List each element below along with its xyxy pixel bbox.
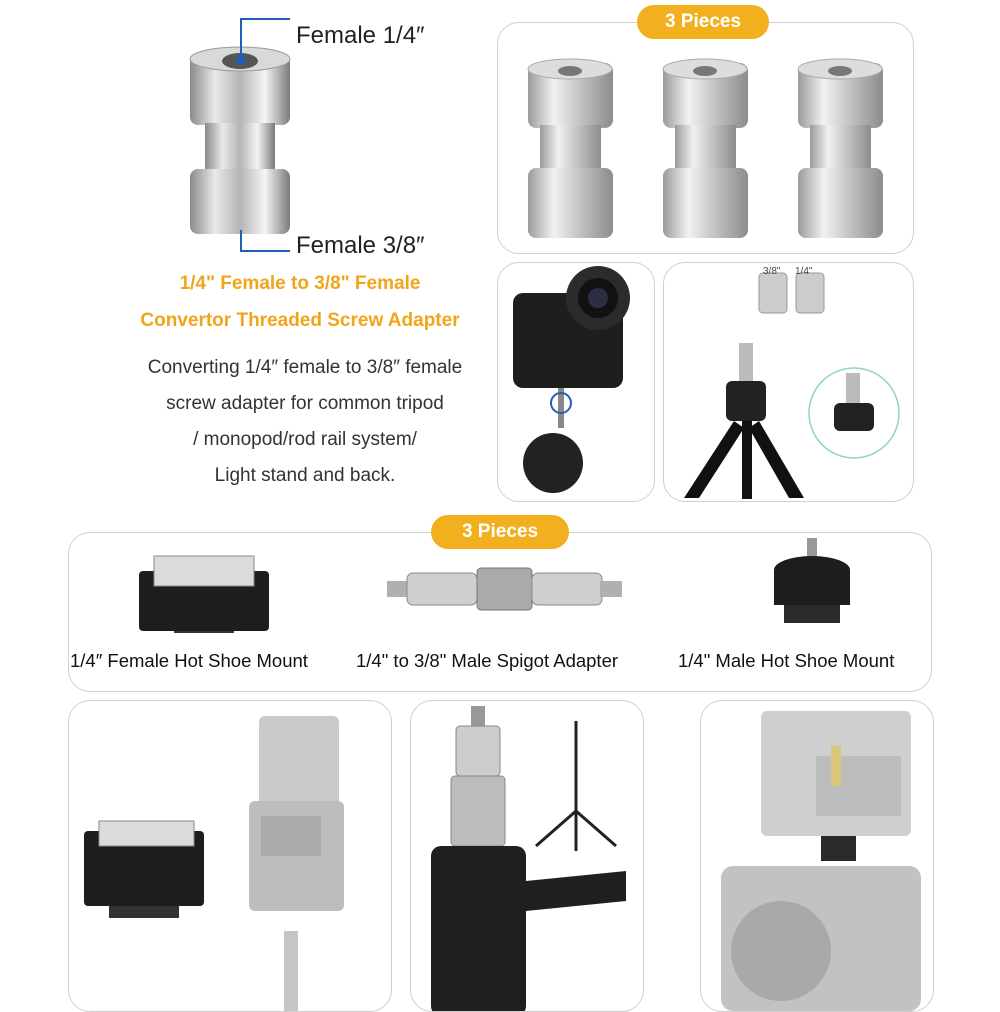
- label-female-three-eighths: Female 3/8″: [296, 232, 425, 259]
- label-female-quarter: Female 1/4″: [296, 22, 425, 49]
- hero-title-line1: 1/4" Female to 3/8" Female: [179, 273, 421, 294]
- inset-label-quarter: 1/4": [795, 266, 813, 277]
- desc-line-1: Converting 1/4″ female to 3/8″ female: [147, 357, 463, 378]
- leader-line-top: [240, 18, 242, 58]
- hero-title-line2: Convertor Threaded Screw Adapter: [140, 310, 460, 331]
- caption-female-hot-shoe: 1/4″ Female Hot Shoe Mount: [70, 650, 308, 671]
- caption-male-hot-shoe: 1/4" Male Hot Shoe Mount: [678, 650, 895, 671]
- caption-spigot-adapter: 1/4" to 3/8" Male Spigot Adapter: [356, 650, 619, 671]
- hero-adapter-image: [180, 45, 300, 245]
- desc-line-3: / monopod/rod rail system/: [193, 429, 417, 450]
- leader-line-bottom: [240, 230, 242, 250]
- desc-line-4: Light stand and back.: [214, 465, 396, 486]
- camera-mount-photo: [497, 262, 655, 502]
- hero-description: [95, 350, 515, 494]
- leader-line-bottom-h: [240, 250, 290, 252]
- flash-hot-shoe-photo: [68, 700, 392, 1012]
- leader-dot: [236, 55, 246, 65]
- tripod-adapter-photo: [663, 262, 914, 502]
- badge-three-pieces-middle: 3 Pieces: [431, 515, 569, 549]
- three-adapters-panel: [497, 22, 914, 254]
- desc-line-2: screw adapter for common tripod: [166, 393, 444, 414]
- light-stand-spigot-photo: [410, 700, 644, 1012]
- badge-three-pieces-top: 3 Pieces: [637, 5, 769, 39]
- monitor-camera-photo: [700, 700, 934, 1012]
- inset-label-three-eighths: 3/8": [763, 266, 781, 277]
- leader-line-top-h: [240, 18, 290, 20]
